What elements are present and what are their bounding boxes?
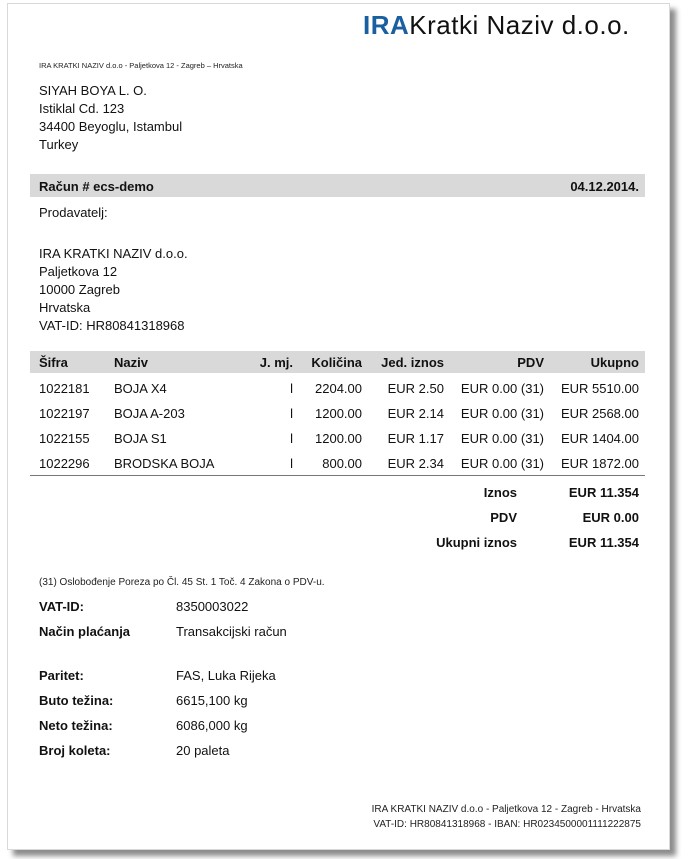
seller-line: Hrvatska (39, 300, 91, 315)
header-quantity: Količina (311, 355, 362, 370)
cell-unit-price: EUR 2.34 (387, 456, 444, 471)
invoice-date: 04.12.2014. (570, 179, 639, 194)
detail-label: Način plaćanja (39, 624, 131, 639)
summary-value: EUR 11.354 (568, 535, 639, 550)
recipient-line: SIYAH BOYA L. O. (39, 83, 147, 98)
items-table-header (30, 351, 645, 373)
recipient-line: 34400 Beyoglu, Istambul (39, 119, 183, 134)
summary-label: Ukupni iznos (436, 535, 517, 550)
header-vat: PDV (517, 355, 544, 370)
cell-unit-price: EUR 1.17 (387, 431, 444, 446)
seller-line: VAT-ID: HR80841318968 (39, 318, 185, 333)
detail-value: 6086,000 kg (176, 718, 248, 733)
cell-quantity: 1200.00 (315, 431, 362, 446)
logo-brand: IRA (363, 10, 410, 40)
table-row (30, 376, 645, 401)
detail-label: Neto težina: (39, 718, 113, 733)
cell-unit: l (290, 406, 293, 421)
cell-unit: l (290, 381, 293, 396)
table-divider (30, 475, 645, 476)
cell-unit-price: EUR 2.14 (387, 406, 444, 421)
detail-value: 6615,100 kg (176, 693, 248, 708)
summary-label: Iznos (483, 485, 517, 500)
table-row (30, 401, 645, 426)
header-unit: J. mj. (259, 355, 293, 370)
detail-label: VAT-ID: (39, 599, 85, 614)
detail-label: Paritet: (39, 668, 84, 683)
footer-bank-info: VAT-ID: HR80841318968 - IBAN: HR0234500001111222875 (373, 819, 641, 830)
summary-label: PDV (490, 510, 517, 525)
cell-unit: l (290, 456, 293, 471)
company-logo (363, 10, 630, 41)
cell-quantity: 2204.00 (315, 381, 362, 396)
cell-code: 1022296 (39, 456, 90, 471)
cell-quantity: 1200.00 (315, 406, 362, 421)
header-name: Naziv (114, 355, 148, 370)
cell-name: BOJA S1 (114, 431, 167, 446)
recipient-address (39, 82, 182, 154)
header-total: Ukupno (590, 355, 639, 370)
seller-address (39, 245, 188, 335)
detail-value: 20 paleta (176, 743, 230, 758)
recipient-line: Istiklal Cd. 123 (39, 101, 125, 116)
cell-unit: l (290, 431, 293, 446)
detail-label: Buto težina: (39, 693, 114, 708)
cell-name: BOJA A-203 (114, 406, 185, 421)
summary-value: EUR 11.354 (568, 485, 639, 500)
detail-value: FAS, Luka Rijeka (176, 668, 276, 683)
cell-vat: EUR 0.00 (31) (460, 456, 544, 471)
detail-value: 8350003022 (176, 599, 249, 614)
seller-line: IRA KRATKI NAZIV d.o.o. (39, 246, 188, 261)
detail-value: Transakcijski račun (176, 624, 287, 639)
seller-line: Paljetkova 12 (39, 264, 118, 279)
table-row (30, 451, 645, 476)
cell-total: EUR 5510.00 (560, 381, 639, 396)
cell-quantity: 800.00 (322, 456, 362, 471)
sender-address-line: IRA KRATKI NAZIV d.o.o - Paljetkova 12 - Zagreb – Hrvatska (39, 61, 243, 70)
invoice-title-bar (30, 174, 645, 197)
summary-value: EUR 0.00 (582, 510, 639, 525)
header-code: Šifra (39, 355, 68, 370)
header-unit-price: Jed. iznos (381, 355, 444, 370)
cell-vat: EUR 0.00 (31) (460, 381, 544, 396)
tax-exemption-note: (31) Oslobođenje Poreza po Čl. 45 St. 1 Toč. 4 Zakona o PDV-u. (39, 577, 325, 588)
logo-name: Kratki Naziv d.o.o. (409, 10, 630, 40)
seller-label: Prodavatelj: (39, 205, 108, 220)
cell-total: EUR 2568.00 (560, 406, 639, 421)
summary-row (30, 481, 645, 506)
cell-unit-price: EUR 2.50 (387, 381, 444, 396)
summary-row (30, 506, 645, 531)
cell-name: BRODSKA BOJA (114, 456, 215, 471)
footer-address: IRA KRATKI NAZIV d.o.o - Paljetkova 12 - Zagreb - Hrvatska (371, 804, 641, 815)
invoice-page (7, 3, 670, 850)
cell-code: 1022181 (39, 381, 90, 396)
seller-line: 10000 Zagreb (39, 282, 120, 297)
cell-total: EUR 1872.00 (560, 456, 639, 471)
cell-name: BOJA X4 (114, 381, 167, 396)
recipient-line: Turkey (39, 137, 79, 152)
detail-label: Broj koleta: (39, 743, 111, 758)
invoice-number: Račun # ecs-demo (39, 179, 154, 194)
summary-row (30, 531, 645, 556)
table-row (30, 426, 645, 451)
cell-vat: EUR 0.00 (31) (460, 406, 544, 421)
cell-code: 1022155 (39, 431, 90, 446)
cell-vat: EUR 0.00 (31) (460, 431, 544, 446)
cell-code: 1022197 (39, 406, 90, 421)
cell-total: EUR 1404.00 (560, 431, 639, 446)
